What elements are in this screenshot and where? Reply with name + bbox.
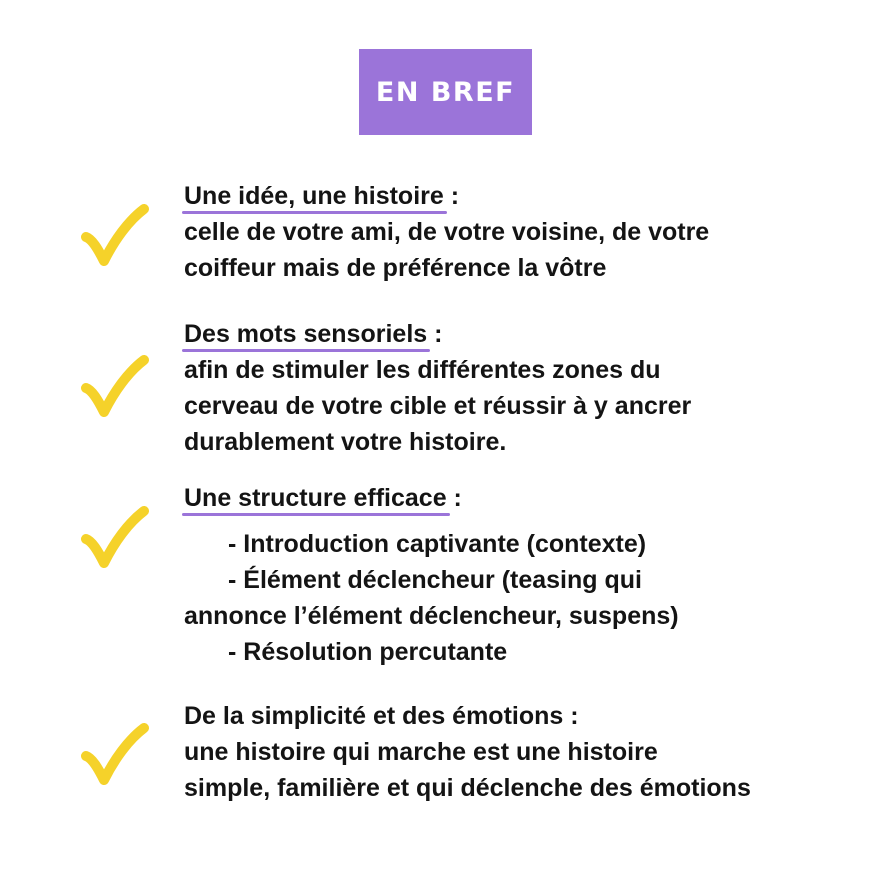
item-text-line: - Élément déclencheur (teasing qui xyxy=(228,566,642,594)
checkmark-icon xyxy=(80,354,150,420)
checkmark-icon xyxy=(80,203,150,269)
checkmark-icon xyxy=(80,722,150,788)
checkmark-icon xyxy=(80,505,150,571)
item-title: Une structure efficace xyxy=(184,480,447,516)
item-text-line: cerveau de votre cible et réussir à y ancrer xyxy=(184,392,692,420)
item-text-line: coiffeur mais de préférence la vôtre xyxy=(184,254,607,282)
item-text-line: afin de stimuler les différentes zones du xyxy=(184,356,661,384)
item-text-line: celle de votre ami, de votre voisine, de votre xyxy=(184,218,710,246)
item-text-line: annonce l’élément déclencheur, suspens) xyxy=(184,602,679,630)
badge-label: EN BREF xyxy=(375,76,516,108)
item-text-line: - Résolution percutante xyxy=(228,638,508,666)
item-block-2 xyxy=(184,316,691,460)
item-title-colon: : xyxy=(446,484,462,512)
item-block-3 xyxy=(184,480,679,670)
item-title: Une idée, une histoire xyxy=(184,178,444,214)
item-title-colon: : xyxy=(443,182,460,210)
section-badge xyxy=(359,49,532,135)
item-title-colon: : xyxy=(427,320,443,348)
item-text-line: durablement votre histoire. xyxy=(184,428,507,456)
item-title: De la simplicité et des émotions : xyxy=(184,702,579,730)
item-text-line: - Introduction captivante (contexte) xyxy=(228,530,647,558)
item-text-line: simple, familière et qui déclenche des émotions xyxy=(184,774,751,802)
item-title: Des mots sensoriels xyxy=(184,316,427,352)
item-block-4 xyxy=(184,698,751,806)
item-block-1 xyxy=(184,178,709,286)
item-text-line: une histoire qui marche est une histoire xyxy=(184,738,658,766)
